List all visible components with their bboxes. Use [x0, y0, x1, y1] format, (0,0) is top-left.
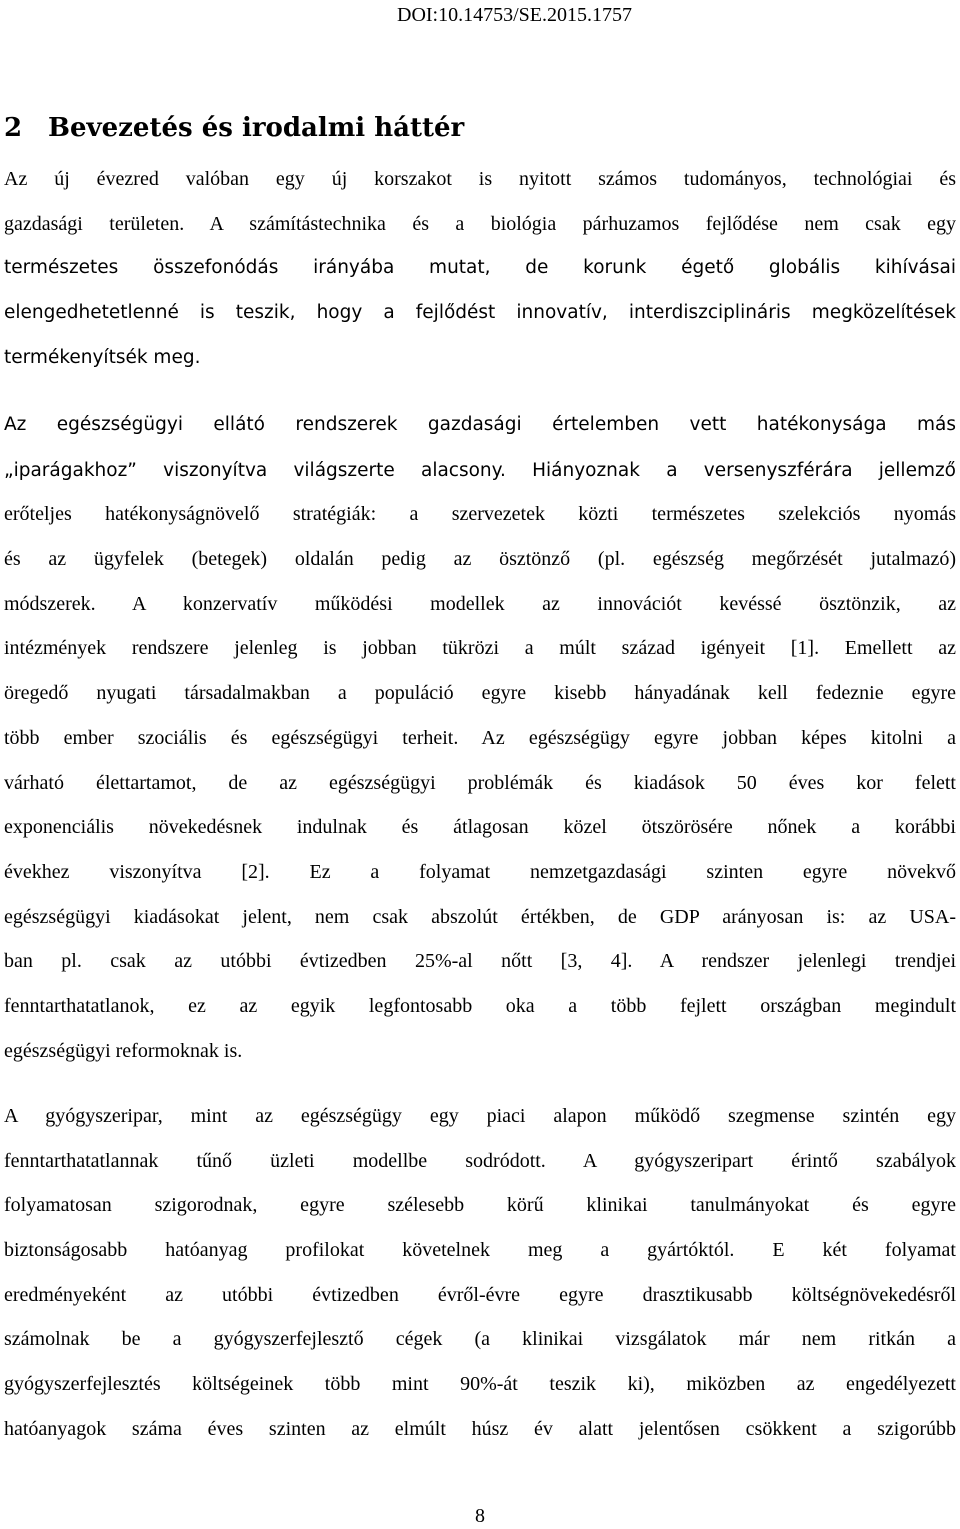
text-line: fenntarthatatlannak tűnő üzleti modellbe sodródott. A gyógyszeripart érintő szabályok — [4, 1149, 956, 1172]
text-line: egészségügyi reformoknak is. — [4, 1039, 243, 1062]
text-line: biztonságosabb hatóanyag profilokat követelnek meg a gyártóktól. E két folyamat — [4, 1239, 956, 1262]
text-line: Az egészségügyi ellátó rendszerek gazdasági értelemben vett hatékonysága más — [4, 414, 956, 435]
paragraph-pharma-industry — [4, 1094, 956, 1452]
text-line: öregedő nyugati társadalmakban a populáció egyre kisebb hányadának kell fedeznie egyre — [4, 682, 956, 705]
paragraph-intro — [4, 157, 956, 380]
text-line: folyamatosan szigorodnak, egyre szélesebb körű klinikai tanulmányokat és egyre — [4, 1194, 956, 1217]
text-line: egészségügyi kiadásokat jelent, nem csak abszolút értékben, de GDP arányosan is: az USA- — [4, 905, 956, 928]
text-line: exponenciális növekedésnek indulnak és átlagosan közel ötszörösére nőnek a korábbi — [4, 816, 956, 839]
text-line: hatóanyagok száma éves szinten az elmúlt húsz év alatt jelentősen csökkent a szigorúbb — [4, 1417, 956, 1440]
text-line: természetes összefonódás irányába mutat, de korunk égető globális kihívásai — [4, 257, 956, 279]
text-line: számolnak be a gyógyszerfejlesztő cégek (a klinikai vizsgálatok már nem ritkán a — [4, 1328, 956, 1351]
text-line: intézmények rendszere jelenleg is jobban tükrözi a múlt század igényeit [1]. Emellett az — [4, 637, 956, 660]
text-line: várható élettartamot, de az egészségügyi problémák és kiadások 50 éves kor felett — [4, 771, 956, 794]
text-line: módszerek. A konzervatív működési modellek az innovációt kevéssé ösztönzik, az — [4, 592, 956, 615]
section-number: 2 — [4, 113, 23, 143]
text-line: termékenyítsék meg. — [4, 346, 201, 368]
text-line: ban pl. csak az utóbbi évtizedben 25%-al nőtt [3, 4]. A rendszer jelenlegi trendjei — [4, 950, 956, 973]
doi-header: DOI:10.14753/SE.2015.1757 — [397, 4, 632, 26]
text-line: Az új évezred valóban egy új korszakot is nyitott számos tudományos, technológiai és — [4, 168, 956, 190]
text-line: évekhez viszonyítva [2]. Ez a folyamat nemzetgazdasági szinten egyre növekvő — [4, 860, 956, 883]
text-line: fenntarthatatlanok, ez az egyik legfontosabb oka a több fejlett országban megindult — [4, 994, 956, 1017]
text-line: több ember szociális és egészségügyi terheit. Az egészségügy egyre jobban képes kitolni a — [4, 726, 956, 749]
paragraph-healthcare-efficiency — [4, 403, 956, 1073]
text-line: A gyógyszeripar, mint az egészségügy egy piaci alapon működő szegmense szintén egy — [4, 1105, 956, 1127]
section-title: Bevezetés és irodalmi háttér — [48, 113, 465, 143]
page-number: 8 — [475, 1505, 485, 1527]
text-line: elengedhetetlenné is teszik, hogy a fejlődést innovatív, interdiszciplináris megközelítések — [4, 302, 956, 324]
text-line: gazdasági területen. A számítástechnika és a biológia párhuzamos fejlődése nem csak egy — [4, 212, 956, 235]
text-line — [4, 448, 956, 493]
section-heading — [4, 110, 464, 146]
text-line: eredményeként az utóbbi évtizedben évről-évre egyre drasztikusabb költségnövekedésről — [4, 1283, 956, 1306]
text-segment: „iparágakhoz” viszonyítva világszerte alacsony. Hiányoznak a versenyszférára jellemző — [4, 459, 956, 481]
text-line: gyógyszerfejlesztés költségeinek több mint 90%-át teszik ki), miközben az engedélyezett — [4, 1373, 956, 1396]
text-line: erőteljes hatékonyságnövelő stratégiák: a szervezetek közti természetes szelekciós nyomás — [4, 503, 956, 526]
text-line: és az ügyfelek (betegek) oldalán pedig az ösztönző (pl. egészség megőrzését jutalmazó) — [4, 548, 956, 571]
